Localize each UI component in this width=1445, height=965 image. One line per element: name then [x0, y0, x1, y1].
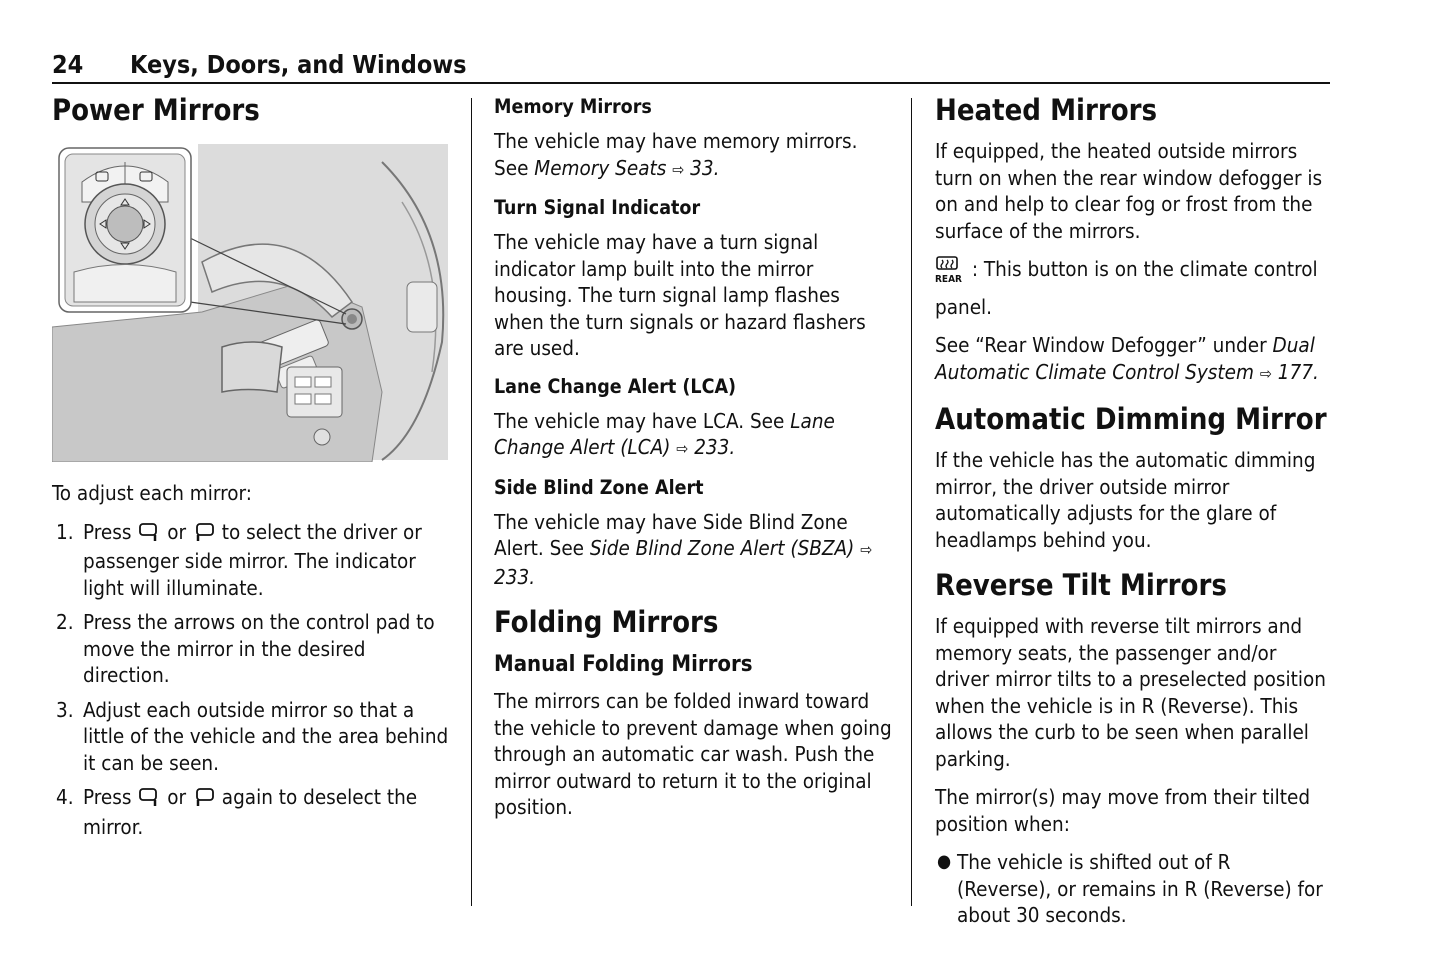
step-text: Adjust each outside mirror so that a little of the vehicle and the area behind it can be seen. — [83, 697, 449, 775]
step-number: 3. — [56, 697, 74, 722]
body-text: The vehicle may have memory mirrors. See — [494, 129, 858, 180]
step-number: 4. — [56, 785, 74, 809]
body-text: The vehicle may have Side Blind Zone Alert. See — [494, 509, 848, 560]
section-heading-heated-mirrors: Heated Mirrors — [935, 93, 1158, 127]
page-number: 24 — [52, 50, 84, 79]
ref-arrow-icon: ⇨ — [860, 540, 873, 559]
column-divider — [911, 98, 912, 906]
ref-arrow-icon: ⇨ — [672, 159, 685, 179]
step-text: to select the driver or passenger side mirror. The indicator light will illuminate. — [83, 519, 422, 600]
step-text: again to deselect the mirror. — [83, 785, 418, 839]
power-mirror-control-illustration — [52, 142, 449, 462]
ref-arrow-icon: ⇨ — [676, 439, 689, 458]
section-heading-power-mirrors: Power Mirrors — [52, 93, 260, 127]
rear-defog-label: REAR — [935, 274, 962, 285]
defogger-see-text — [935, 332, 1330, 387]
list-item — [935, 849, 1330, 929]
reverse-tilt-text: If equipped with reverse tilt mirrors and memory seats, the passenger and/or driver mirror tilts to a preselected position when the vehicle is in R (Reverse). This allows the curb to be seen when parallel parking. — [935, 614, 1326, 771]
subheading-lane-change-alert: Lane Change Alert (LCA) — [494, 374, 737, 398]
step-text: Press — [83, 519, 132, 544]
step-text: or — [167, 785, 187, 809]
chapter-title: Keys, Doors, and Windows — [130, 50, 467, 79]
step-text: Press the arrows on the control pad to move the mirror in the desired direction. — [83, 610, 435, 687]
body-text: : This button is on the climate control panel. — [935, 257, 1318, 319]
step-text: or — [167, 519, 187, 544]
section-heading-reverse-tilt: Reverse Tilt Mirrors — [935, 568, 1227, 602]
adjust-steps-list — [52, 519, 452, 841]
right-mirror-select-icon — [194, 787, 214, 814]
right-mirror-select-icon — [194, 522, 214, 549]
column-heated-dimming-tilt — [935, 92, 1330, 929]
intro-text: To adjust each mirror: — [52, 481, 252, 505]
body-text: See “Rear Window Defogger” under — [935, 333, 1267, 357]
cross-reference-link[interactable]: Dual Automatic Climate Control System — [935, 333, 1315, 384]
page-header — [52, 48, 1330, 84]
step-number: 1. — [56, 519, 74, 544]
list-item — [52, 784, 452, 840]
defogger-button-text — [935, 256, 1330, 320]
ref-page-number: 177. — [1277, 359, 1319, 384]
auto-dimming-text: If the vehicle has the automatic dimming mirror, the driver outside mirror automatically adjusts for the glare of headlamps behind you. — [935, 448, 1316, 552]
ref-page-number: 33. — [690, 155, 720, 180]
manual-folding-text: The mirrors can be folded inward toward the vehicle to prevent damage when going through an automatic car wash. Push the mirror outward to return it to the original position. — [494, 689, 892, 819]
list-item — [52, 519, 452, 602]
memory-mirrors-text — [494, 128, 894, 183]
subheading-memory-mirrors: Memory Mirrors — [494, 95, 652, 118]
subheading-side-blind-zone: Side Blind Zone Alert — [494, 475, 704, 499]
body-text: The vehicle may have LCA. See — [494, 408, 785, 433]
ref-page-number: 233. — [494, 564, 536, 589]
left-mirror-select-icon — [139, 522, 159, 549]
column-divider — [471, 98, 472, 906]
cross-reference-link[interactable]: Side Blind Zone Alert (SBZA) — [589, 536, 855, 560]
left-mirror-select-icon — [139, 787, 159, 814]
turn-signal-text: The vehicle may have a turn signal indicator lamp built into the mirror housing. The turn signal lamp flashes when the turn signals or hazard flashers are used. — [494, 230, 866, 360]
sbza-text — [494, 509, 894, 591]
subheading-turn-signal: Turn Signal Indicator — [494, 196, 701, 219]
step-text: Press — [83, 785, 132, 809]
section-heading-folding-mirrors: Folding Mirrors — [494, 605, 719, 639]
ref-page-number: 233. — [694, 435, 736, 459]
bullet-icon: ● — [937, 851, 952, 872]
bullet-text: The vehicle is shifted out of R (Reverse), or remains in R (Reverse) for about 30 seconds. — [957, 850, 1323, 927]
cross-reference-link[interactable]: Lane Change Alert (LCA) — [494, 408, 835, 459]
reverse-tilt-text2: The mirror(s) may move from their tilted position when: — [935, 785, 1311, 836]
heated-mirrors-text: If equipped, the heated outside mirrors turn on when the rear window defogger is on and help to clear fog or frost from the surface of the mirrors. — [935, 139, 1323, 243]
reverse-tilt-conditions — [935, 849, 1330, 929]
subheading-manual-folding: Manual Folding Mirrors — [494, 652, 753, 677]
list-item — [52, 609, 452, 689]
column-mirror-features — [494, 94, 894, 833]
lca-text — [494, 408, 894, 463]
ref-arrow-icon: ⇨ — [1259, 363, 1272, 383]
section-heading-auto-dimming: Automatic Dimming Mirror — [935, 402, 1327, 436]
column-power-mirrors — [52, 92, 452, 848]
cross-reference-link[interactable]: Memory Seats — [534, 155, 667, 180]
list-item — [52, 697, 452, 777]
step-number: 2. — [56, 610, 74, 634]
